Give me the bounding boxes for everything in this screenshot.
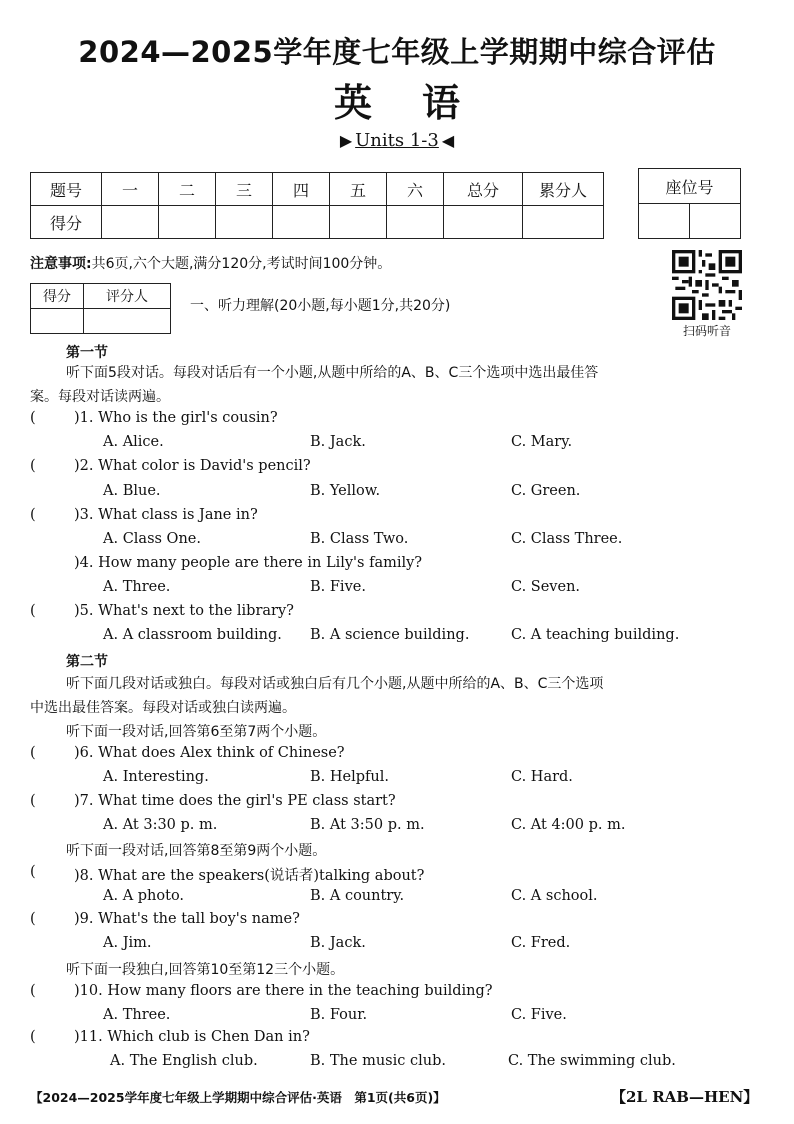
option-a[interactable]: A. At 3:30 p. m. [103,817,218,833]
question-text: )8. What are the speakers(说话者)talking about? [74,868,425,884]
question-text: )9. What's the tall boy's name? [74,911,300,927]
score-header-cell: 四 [273,173,330,206]
seat-input-cell[interactable] [639,204,690,239]
question-text: )4. How many people are there in Lily's family? [74,555,423,571]
subject-title: 英语 [333,81,510,125]
score-input-cell[interactable] [216,206,273,239]
option-a[interactable]: A. A photo. [103,888,185,904]
part-title: 一、听力理解(20小题,每小题1分,共20分) [190,298,451,314]
option-c[interactable]: C. Class Three. [511,531,623,547]
monologue-lead: 听下面一段独白,回答第10至第12三个小题。 [66,962,345,978]
grader-table [30,283,171,334]
triangle-left-icon: ◀ [441,131,455,150]
question-text: )2. What color is David's pencil? [74,458,311,474]
option-a[interactable]: A. Alice. [103,434,164,450]
option-a[interactable]: A. The English club. [110,1053,258,1069]
grader-name-cell[interactable] [84,309,171,334]
answer-paren[interactable]: ( [30,1029,36,1045]
option-b[interactable]: B. Yellow. [310,483,381,499]
grader-name-label: 评分人 [84,284,171,309]
score-header-cell: 总分 [444,173,523,206]
question-text: )6. What does Alex think of Chinese? [74,745,345,761]
score-input-cell[interactable] [387,206,444,239]
dialogue-lead: 听下面一段对话,回答第8至第9两个小题。 [66,843,327,859]
score-header-cell: 三 [216,173,273,206]
qr-label: 扫码听音 [682,324,731,338]
paper-code: 【2L RAB—HEN】 [611,1088,759,1106]
score-input-cell[interactable] [523,206,604,239]
answer-paren[interactable]: ( [30,864,36,880]
question-text: )11. Which club is Chen Dan in? [74,1029,310,1045]
option-b[interactable]: B. At 3:50 p. m. [310,817,425,833]
question-text: )3. What class is Jane in? [74,507,258,523]
option-a[interactable]: A. Blue. [103,483,161,499]
units-text: Units 1-3 [355,130,439,151]
notice [30,253,391,273]
qr-code-icon[interactable] [672,250,742,320]
score-header-cell: 二 [159,173,216,206]
option-b[interactable]: B. The music club. [310,1053,446,1069]
seat-label: 座位号 [639,169,741,204]
option-b[interactable]: B. Class Two. [310,531,409,547]
option-c[interactable]: C. The swimming club. [508,1053,676,1069]
section-instructions-cont: 中选出最佳答案。每段对话或独白读两遍。 [30,700,296,716]
score-input-cell[interactable] [102,206,159,239]
section-instructions: 听下面5段对话。每段对话后有一个小题,从题中所给的A、B、C三个选项中选出最佳答 [66,365,599,381]
option-b[interactable]: B. Helpful. [310,769,389,785]
answer-paren[interactable]: ( [30,458,36,474]
answer-paren[interactable]: ( [30,745,36,761]
score-input-cell[interactable] [330,206,387,239]
option-c[interactable]: C. At 4:00 p. m. [511,817,626,833]
question-text: )5. What's next to the library? [74,603,294,619]
units-label [0,130,794,151]
score-header-cell: 五 [330,173,387,206]
grader-score-label: 得分 [31,284,84,309]
option-c[interactable]: C. Five. [511,1007,567,1023]
score-header-cell: 累分人 [523,173,604,206]
section-heading: 第一节 [66,345,108,361]
answer-paren[interactable]: ( [30,603,36,619]
option-c[interactable]: C. Green. [511,483,581,499]
option-b[interactable]: B. A country. [310,888,405,904]
option-a[interactable]: A. Three. [103,579,171,595]
answer-paren[interactable]: ( [30,911,36,927]
answer-paren[interactable]: ( [30,507,36,523]
option-a[interactable]: A. A classroom building. [103,627,282,643]
question-text: )7. What time does the girl's PE class start? [74,793,396,809]
option-b[interactable]: B. Jack. [310,935,366,951]
grader-score-cell[interactable] [31,309,84,334]
option-c[interactable]: C. Seven. [511,579,581,595]
option-c[interactable]: C. Mary. [511,434,573,450]
option-b[interactable]: B. Five. [310,579,366,595]
question-text: )1. Who is the girl's cousin? [74,410,278,426]
notice-text: 共6页,六个大题,满分120分,考试时间100分钟。 [91,256,392,272]
triangle-right-icon: ▶ [339,131,353,150]
score-table [30,172,604,239]
option-b[interactable]: B. A science building. [310,627,470,643]
answer-paren[interactable]: ( [30,983,36,999]
page-footer: 【2024—2025学年度七年级上学期期中综合评估·英语 第1页(共6页)】 [30,1090,446,1105]
exam-title: 2024—2025学年度七年级上学期期中综合评估 [78,35,716,69]
score-input-cell[interactable] [159,206,216,239]
option-c[interactable]: C. A teaching building. [511,627,680,643]
score-header-cell: 一 [102,173,159,206]
option-a[interactable]: A. Interesting. [103,769,209,785]
option-c[interactable]: C. Hard. [511,769,573,785]
option-a[interactable]: A. Jim. [103,935,152,951]
option-c[interactable]: C. A school. [511,888,598,904]
option-a[interactable]: A. Class One. [103,531,201,547]
score-header-cell: 题号 [31,173,102,206]
score-input-cell[interactable] [273,206,330,239]
notice-label: 注意事项: [30,256,92,272]
option-a[interactable]: A. Three. [103,1007,171,1023]
score-row-label: 得分 [31,206,102,239]
section-heading: 第二节 [66,654,108,670]
answer-paren[interactable]: ( [30,793,36,809]
option-b[interactable]: B. Four. [310,1007,368,1023]
score-input-cell[interactable] [444,206,523,239]
option-c[interactable]: C. Fred. [511,935,571,951]
dialogue-lead: 听下面一段对话,回答第6至第7两个小题。 [66,724,327,740]
score-header-cell: 六 [387,173,444,206]
answer-paren[interactable]: ( [30,410,36,426]
section-instructions-cont: 案。每段对话读两遍。 [30,389,170,405]
option-b[interactable]: B. Jack. [310,434,366,450]
seat-input-cell[interactable] [690,204,741,239]
section-instructions: 听下面几段对话或独白。每段对话或独白后有几个小题,从题中所给的A、B、C三个选项 [66,676,604,692]
seat-table [638,168,741,239]
question-text: )10. How many floors are there in the teaching building? [74,983,493,999]
